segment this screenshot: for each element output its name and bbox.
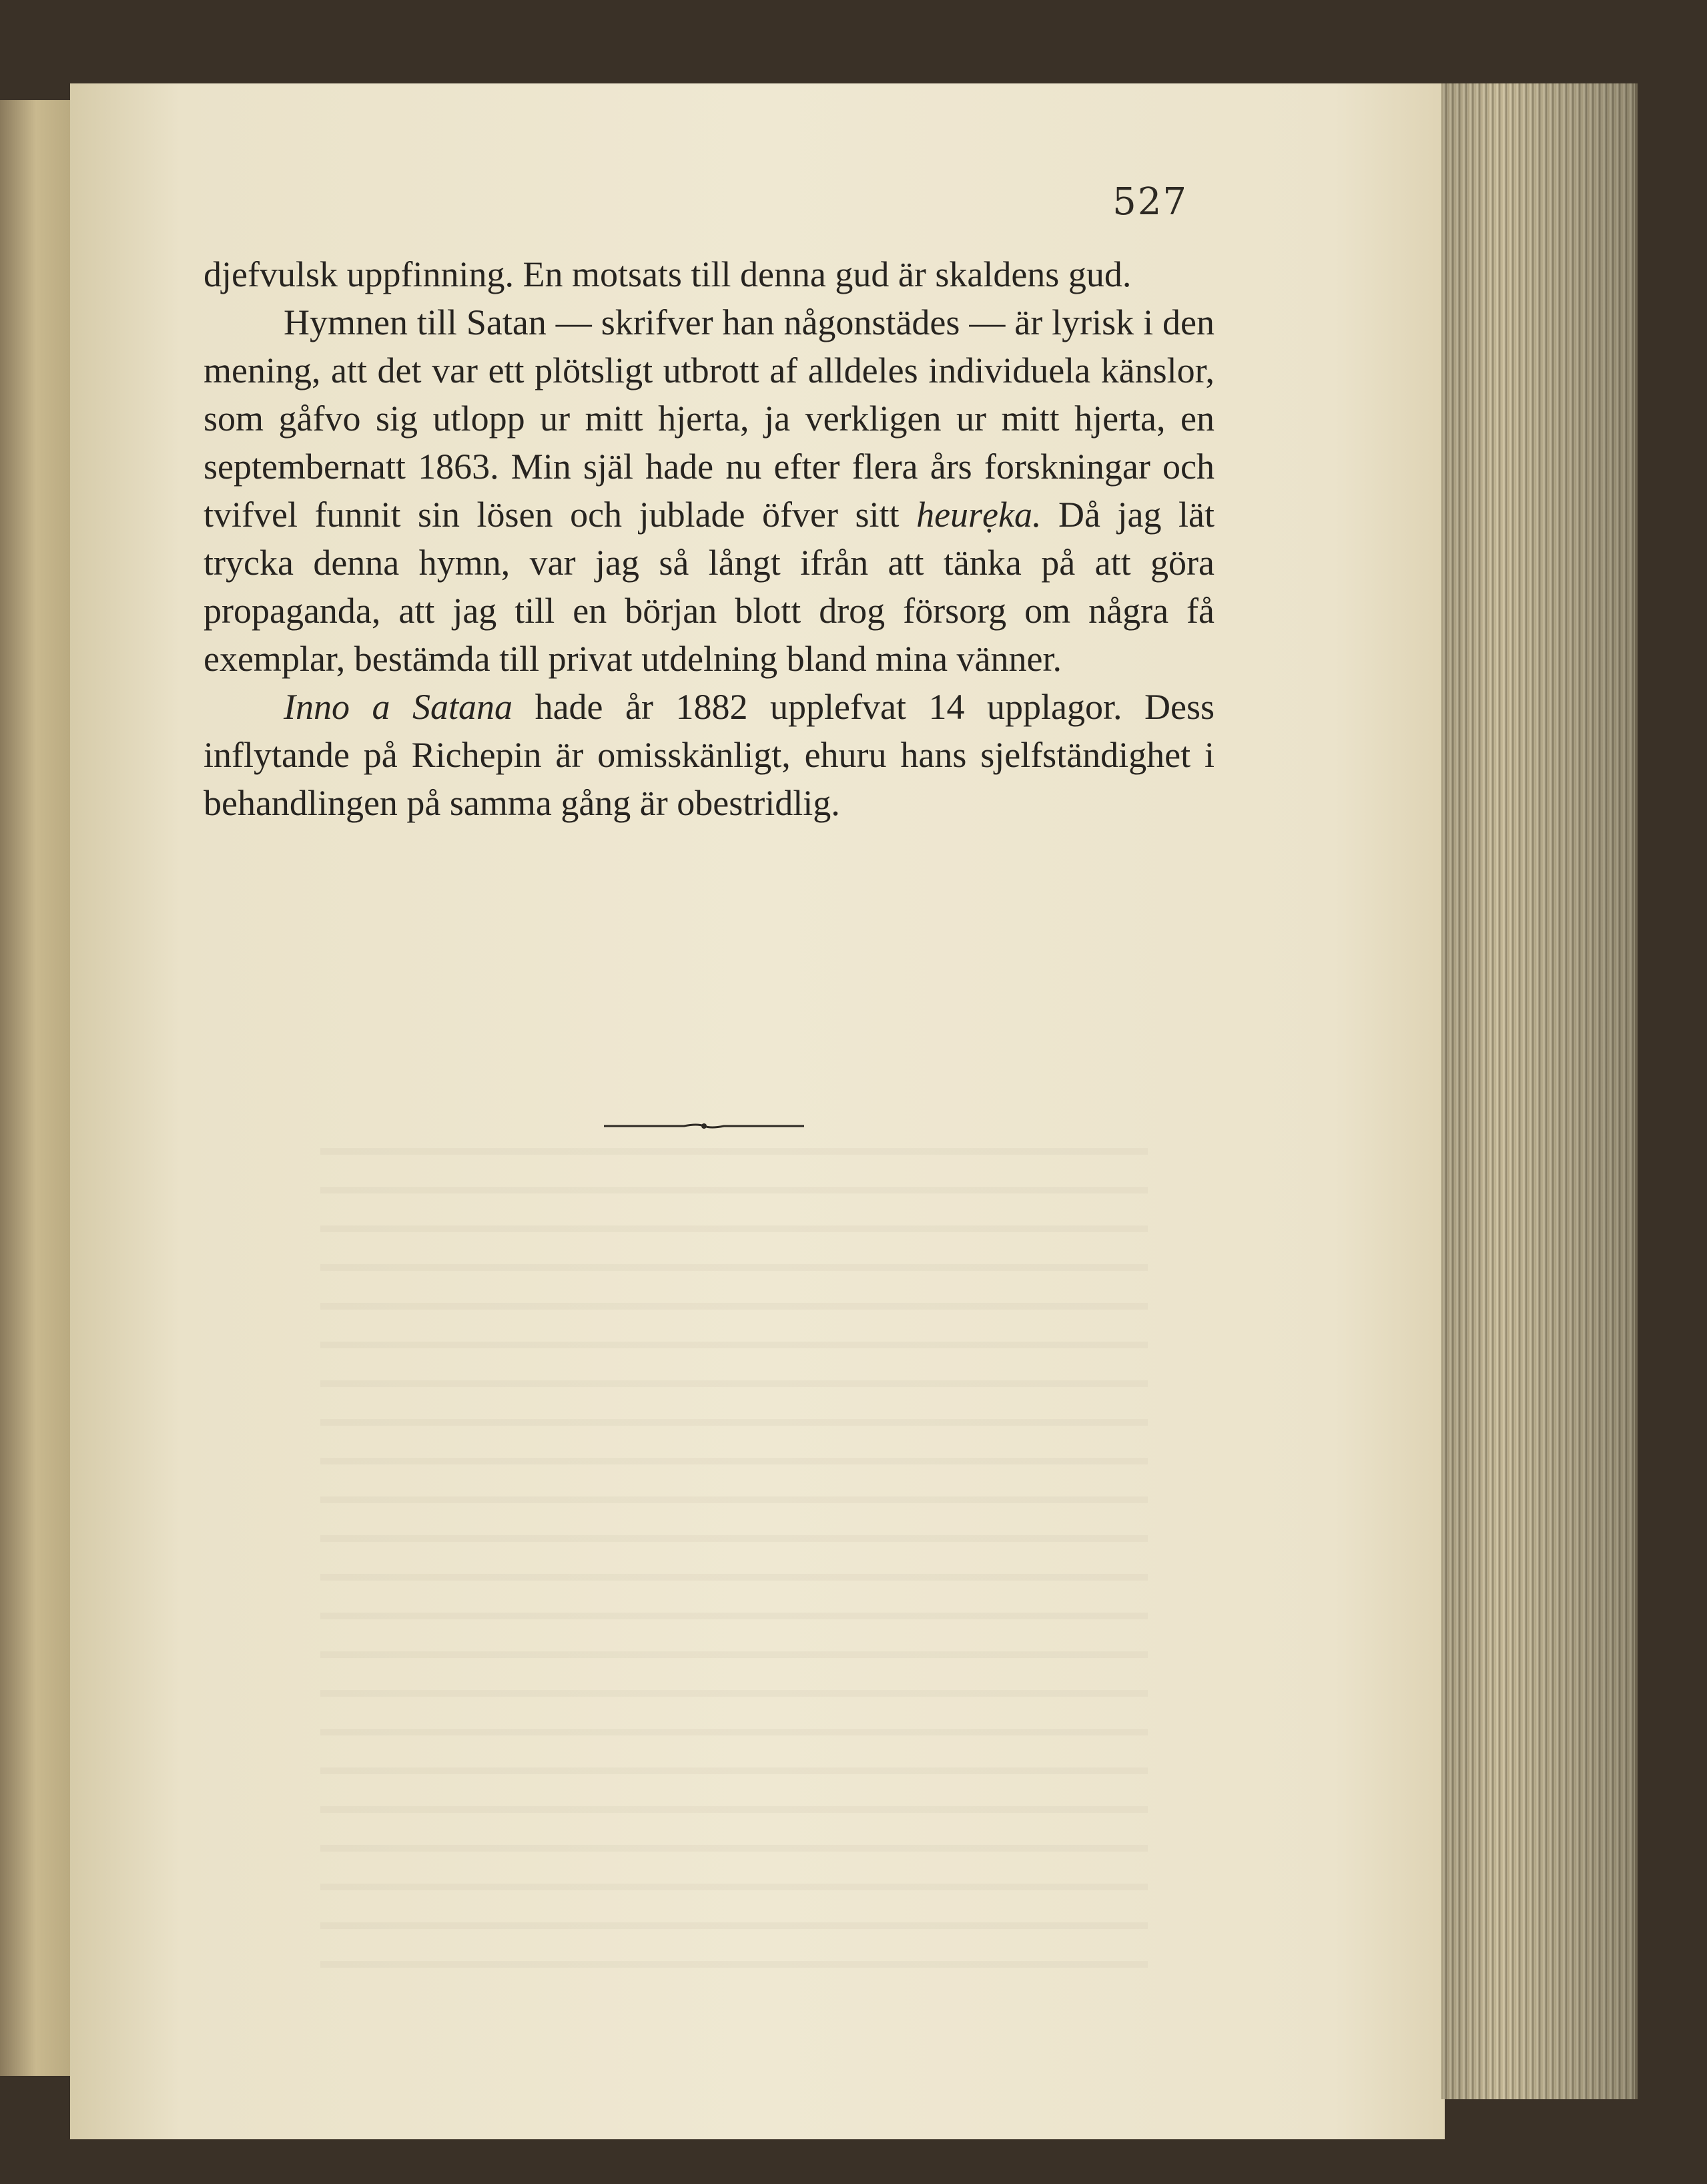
p2-seg-2: Då jag lät trycka denna hymn, var jag så långt ifrån att tänka på att göra propaganda, att jag till en början blott drog försorg om några få exemplar, bestämda till privat utdelning bland mina vänner.	[204, 495, 1215, 679]
paragraph-3	[204, 683, 1215, 827]
paragraph-1	[204, 250, 1215, 298]
p2-seg-0: Hymnen till Satan — skrifver han någonstädes — är lyrisk i den mening, att det var ett plötsligt utbrott af alldeles individuela känslor, som gåfvo sig utlopp ur mitt hjerta, ja verkligen ur mitt hjerta, en septembernatt 1863. Min själ hade nu efter flera års forskningar och tvifvel funnit sin lösen och jublade öfver sitt	[204, 302, 1215, 535]
paragraph-2	[204, 298, 1215, 683]
show-through-text	[320, 1148, 1148, 1982]
p3-seg-0-italic: Inno a Satana	[284, 687, 513, 727]
adjacent-page-edge	[0, 100, 80, 2076]
page-stack-edges	[1441, 83, 1638, 2099]
p2-seg-1-italic: heurẹka.	[916, 495, 1042, 535]
body-text	[204, 250, 1215, 827]
p1-seg-0: djefvulsk uppfinning. En motsats till denna gud är skaldens gud.	[204, 254, 1132, 294]
page-number: 527	[1112, 180, 1188, 224]
p3-seg-1: hade år 1882 upplefvat 14 upplagor. Dess inflytande på Richepin är omisskänligt, ehuru hans sjelfständighet i behandlingen på samma gång är obestridlig.	[204, 687, 1215, 823]
section-divider-rule	[604, 1121, 804, 1131]
